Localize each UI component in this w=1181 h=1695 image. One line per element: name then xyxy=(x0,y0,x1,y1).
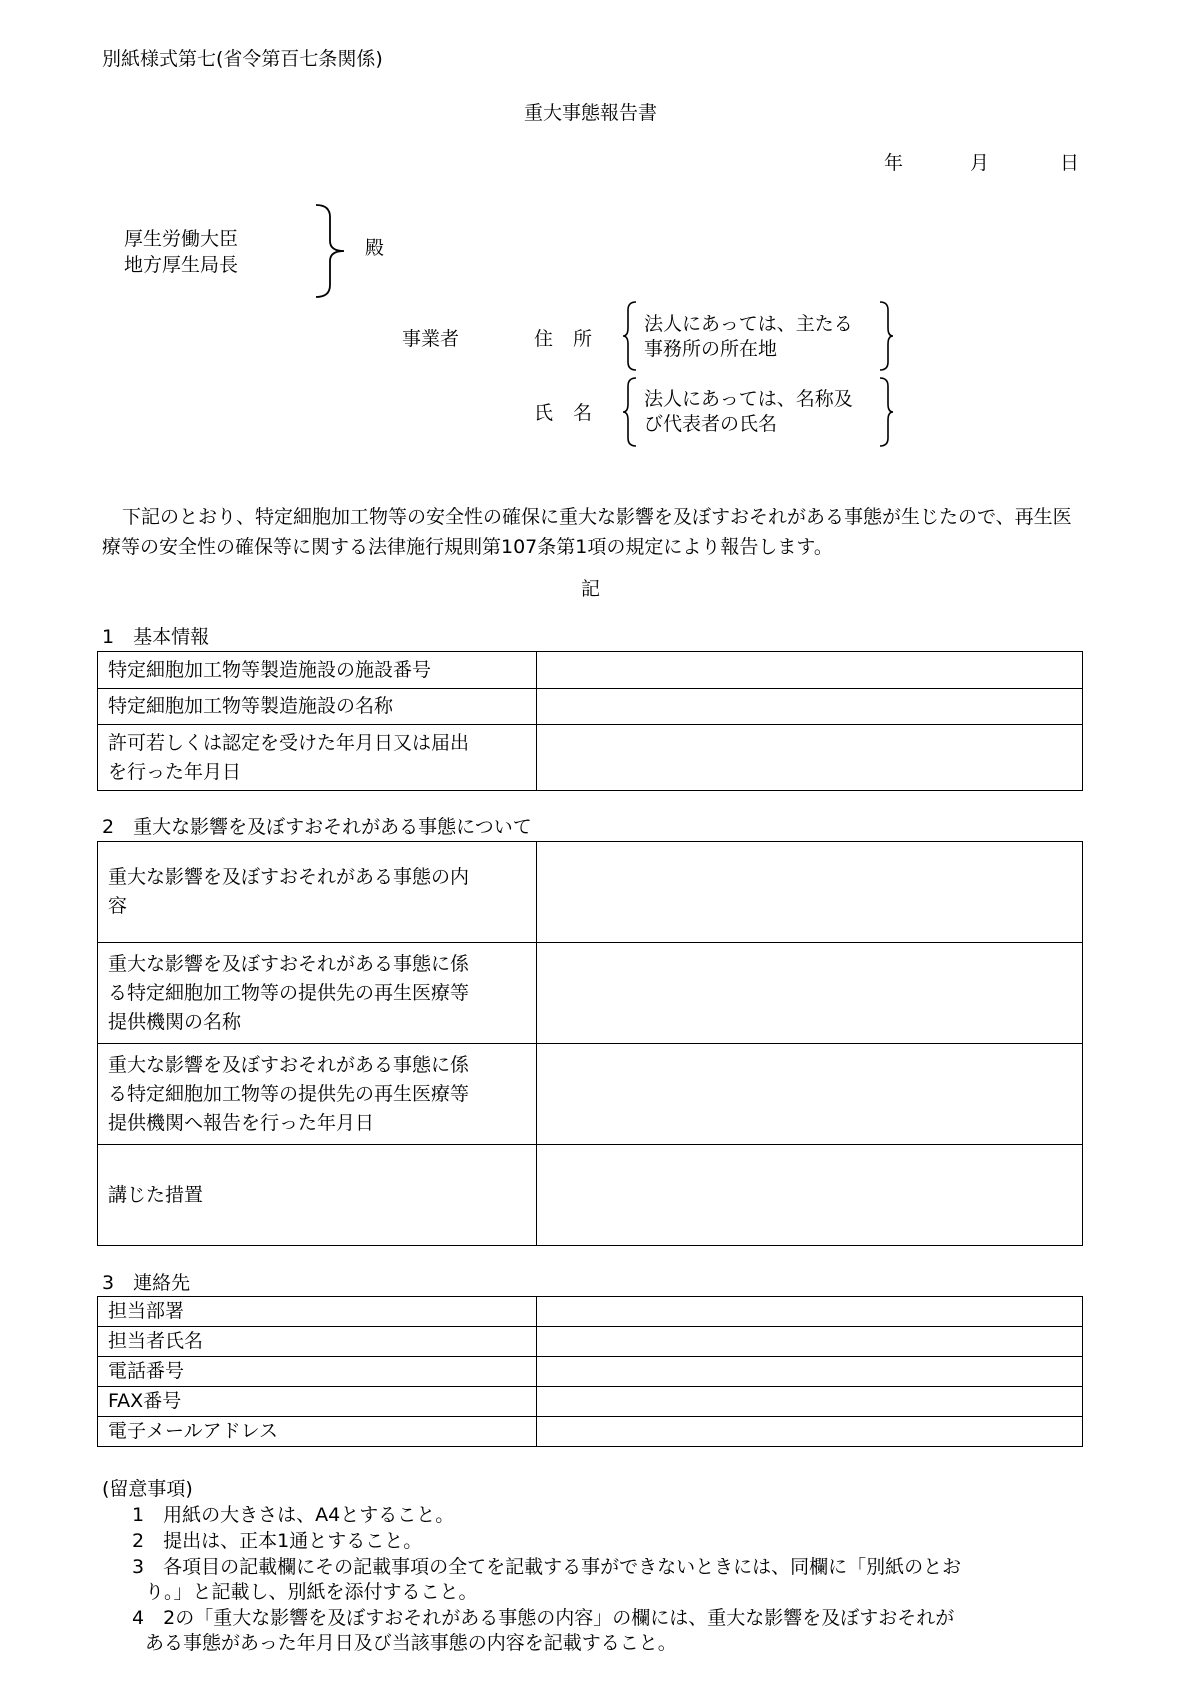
date-year-label: 年 xyxy=(884,152,904,174)
address-note-line: 事務所の所在地 xyxy=(644,338,778,360)
section3-heading: 3 連絡先 xyxy=(102,1272,191,1294)
applicant-label: 事業者 xyxy=(402,328,460,350)
permit-date-label: 許可若しくは認定を受けた年月日又は届出 を行った年月日 xyxy=(98,725,537,791)
document-title: 重大事態報告書 xyxy=(523,102,657,124)
date-day-label: 日 xyxy=(1060,152,1080,174)
report-statement: 下記のとおり、特定細胞加工物等の安全性の確保に重大な影響を及ぼすおそれがある事態が生じたので、再生医療等の安全性の確保等に関する法律施行規則第107条第1項の規定により報告します。 xyxy=(102,506,1072,558)
facility-name-field[interactable] xyxy=(537,689,1083,725)
contact-table xyxy=(97,1296,1083,1447)
addressee-brace-icon xyxy=(312,203,348,299)
table-row xyxy=(98,652,1083,689)
table-row xyxy=(98,1297,1083,1327)
table-row xyxy=(98,689,1083,725)
name-brace-right-icon xyxy=(876,376,894,448)
addressee-block xyxy=(124,226,238,278)
name-note-line: び代表者の氏名 xyxy=(644,413,778,435)
addressee-minister: 厚生労働大臣 xyxy=(124,228,239,250)
serious-event-table xyxy=(97,841,1083,1246)
table-row xyxy=(98,1387,1083,1417)
remark-number: 2 xyxy=(132,1530,145,1552)
remark-number: 4 xyxy=(132,1607,145,1629)
address-brace-left-icon xyxy=(622,300,640,372)
contact-person-field[interactable] xyxy=(537,1327,1083,1357)
report-date-label: 重大な影響を及ぼすおそれがある事態に係 る特定細胞加工物等の提供先の再生医療等 提供機関へ報告を行った年月日 xyxy=(98,1044,537,1145)
facility-name-label: 特定細胞加工物等製造施設の名称 xyxy=(98,689,537,725)
phone-label: 電話番号 xyxy=(98,1357,537,1387)
name-label: 氏名 xyxy=(534,402,613,424)
address-brace-right-icon xyxy=(876,300,894,372)
remark-text-continued: ある事態があった年月日及び当該事態の内容を記載すること。 xyxy=(145,1632,677,1654)
event-content-field[interactable] xyxy=(537,842,1083,943)
table-row xyxy=(98,842,1083,943)
remark-text: 用紙の大きさは、A4とすること。 xyxy=(163,1504,455,1526)
facility-number-label: 特定細胞加工物等製造施設の施設番号 xyxy=(98,652,537,689)
remark-text-continued: り。」と記載し、別紙を添付すること。 xyxy=(145,1581,478,1603)
facility-number-field[interactable] xyxy=(537,652,1083,689)
table-row xyxy=(98,1327,1083,1357)
remark-text: 2の「重大な影響を及ぼすおそれがある事態の内容」の欄には、重大な影響を及ぼすおそれが xyxy=(163,1607,955,1629)
fax-field[interactable] xyxy=(537,1387,1083,1417)
section2-heading: 2 重大な影響を及ぼすおそれがある事態について xyxy=(102,816,532,838)
form-identifier: 別紙様式第七(省令第百七条関係) xyxy=(102,48,383,70)
name-note-line: 法人にあっては、名称及 xyxy=(644,388,853,410)
table-row xyxy=(98,725,1083,791)
remark-item xyxy=(132,1606,954,1631)
department-field[interactable] xyxy=(537,1297,1083,1327)
addressee-bureau: 地方厚生局長 xyxy=(124,254,239,276)
remark-item xyxy=(132,1555,961,1580)
remark-number: 1 xyxy=(132,1504,145,1526)
report-date-field[interactable] xyxy=(537,1044,1083,1145)
fax-label: FAX番号 xyxy=(98,1387,537,1417)
name-brace-left-icon xyxy=(622,376,640,448)
remark-number: 3 xyxy=(132,1556,145,1578)
provider-name-label: 重大な影響を及ぼすおそれがある事態に係 る特定細胞加工物等の提供先の再生医療等 提供機関の名称 xyxy=(98,943,537,1044)
email-label: 電子メールアドレス xyxy=(98,1417,537,1447)
basic-info-table xyxy=(97,651,1083,791)
phone-field[interactable] xyxy=(537,1357,1083,1387)
email-field[interactable] xyxy=(537,1417,1083,1447)
remarks-heading: (留意事項) xyxy=(102,1478,193,1500)
remark-text: 各項目の記載欄にその記載事項の全てを記載する事ができないときには、同欄に「別紙のとお xyxy=(163,1556,962,1578)
date-month-label: 月 xyxy=(970,152,990,174)
address-note-line: 法人にあっては、主たる xyxy=(644,313,853,335)
provider-name-field[interactable] xyxy=(537,943,1083,1044)
department-label: 担当部署 xyxy=(98,1297,537,1327)
table-row xyxy=(98,1145,1083,1246)
name-note xyxy=(644,387,853,437)
ki-heading: 記 xyxy=(580,578,600,600)
table-row xyxy=(98,1357,1083,1387)
remark-item xyxy=(132,1503,454,1528)
address-label: 住所 xyxy=(534,328,613,350)
honorific: 殿 xyxy=(365,237,385,259)
remark-item xyxy=(132,1529,422,1554)
address-note xyxy=(644,312,853,362)
section1-heading: 1 基本情報 xyxy=(102,626,210,648)
table-row xyxy=(98,943,1083,1044)
table-row xyxy=(98,1044,1083,1145)
measures-label: 講じた措置 xyxy=(98,1145,537,1246)
contact-person-label: 担当者氏名 xyxy=(98,1327,537,1357)
table-row xyxy=(98,1417,1083,1447)
event-content-label: 重大な影響を及ぼすおそれがある事態の内 容 xyxy=(98,842,537,943)
measures-field[interactable] xyxy=(537,1145,1083,1246)
remark-text: 提出は、正本1通とすること。 xyxy=(163,1530,423,1552)
permit-date-field[interactable] xyxy=(537,725,1083,791)
